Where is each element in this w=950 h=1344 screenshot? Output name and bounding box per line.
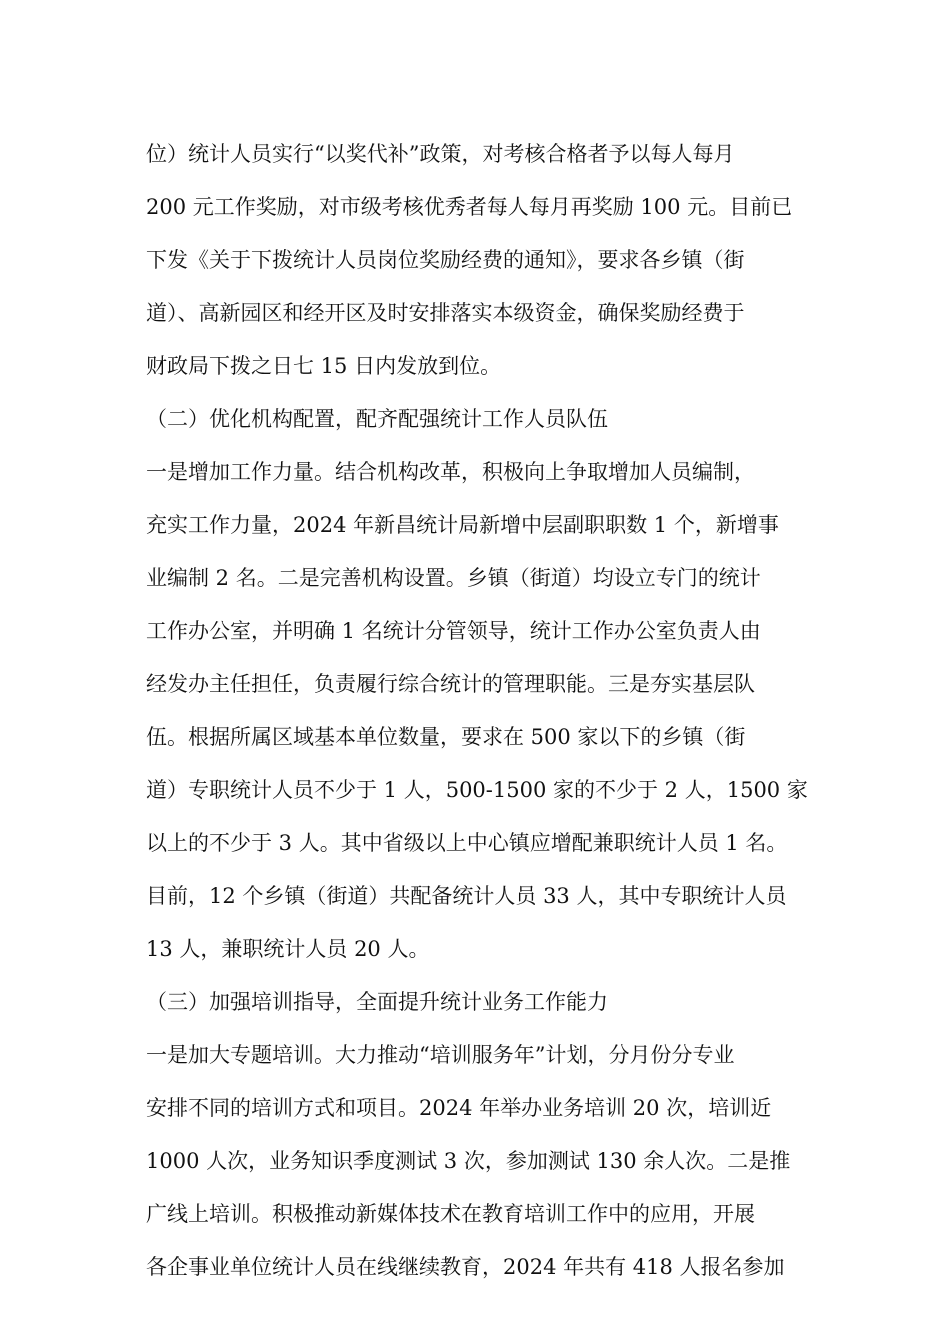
- body-line: 以上的不少于 3 人。其中省级以上中心镇应增配兼职统计人员 1 名。: [146, 831, 788, 855]
- body-line: 各企事业单位统计人员在线继续教育，2024 年共有 418 人报名参加: [146, 1255, 785, 1279]
- body-line: 道）专职统计人员不少于 1 人，500-1500 家的不少于 2 人，1500 家: [146, 778, 808, 802]
- body-line: 充实工作力量，2024 年新昌统计局新增中层副职职数 1 个，新增事: [146, 513, 779, 537]
- body-line: 200 元工作奖励，对市级考核优秀者每人每月再奖励 100 元。目前已: [146, 195, 793, 219]
- body-line: 道）、高新园区和经开区及时安排落实本级资金，确保奖励经费于: [146, 301, 745, 325]
- body-line: 13 人，兼职统计人员 20 人。: [146, 937, 430, 961]
- body-line: 一是增加工作力量。结合机构改革，积极向上争取增加人员编制，: [146, 460, 755, 484]
- section-heading: （二）优化机构配置，配齐配强统计工作人员队伍: [146, 407, 608, 431]
- body-line: 业编制 2 名。二是完善机构设置。乡镇（街道）均设立专门的统计: [146, 566, 761, 590]
- body-line: 下发《关于下拨统计人员岗位奖励经费的通知》，要求各乡镇（街: [146, 248, 745, 272]
- body-line: 经发办主任担任，负责履行综合统计的管理职能。三是夯实基层队: [146, 672, 755, 696]
- body-line: 一是加大专题培训。大力推动“培训服务年”计划，分月份分专业: [146, 1043, 735, 1067]
- body-line: 工作办公室，并明确 1 名统计分管领导，统计工作办公室负责人由: [146, 619, 761, 643]
- body-line: 1000 人次，业务知识季度测试 3 次，参加测试 130 余人次。二是推: [146, 1149, 791, 1173]
- body-line: 财政局下拨之日七 15 日内发放到位。: [146, 354, 502, 378]
- section-heading: （三）加强培训指导，全面提升统计业务工作能力: [146, 990, 608, 1014]
- body-line: 安排不同的培训方式和项目。2024 年举办业务培训 20 次，培训近: [146, 1096, 772, 1120]
- body-line: 目前，12 个乡镇（街道）共配备统计人员 33 人，其中专职统计人员: [146, 884, 787, 908]
- body-line: 广线上培训。积极推动新媒体技术在教育培训工作中的应用，开展: [146, 1202, 755, 1226]
- body-line: 位）统计人员实行“以奖代补”政策，对考核合格者予以每人每月: [146, 142, 735, 166]
- document-body: [146, 128, 816, 1294]
- body-line: 伍。根据所属区域基本单位数量，要求在 500 家以下的乡镇（街: [146, 725, 746, 749]
